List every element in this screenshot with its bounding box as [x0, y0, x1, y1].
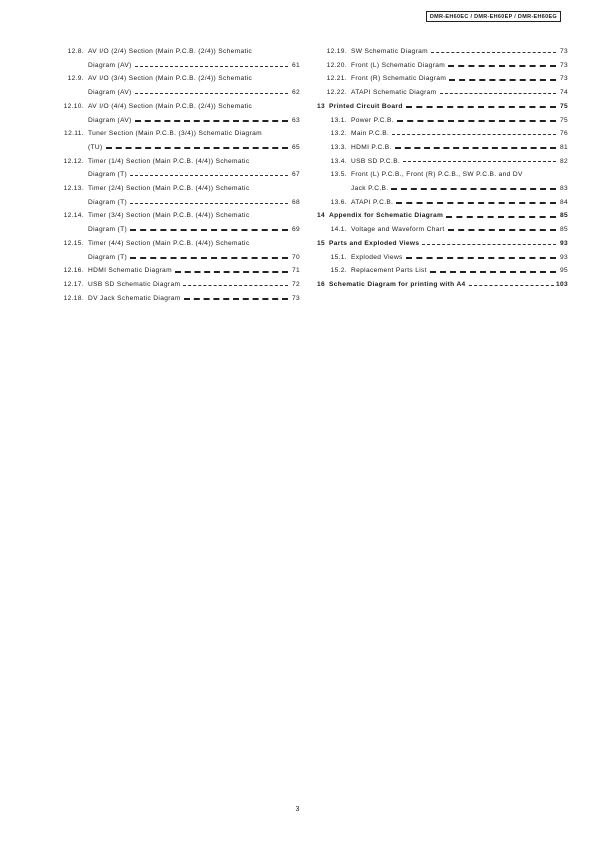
toc-page-number: 85 [559, 226, 568, 234]
toc-entry-title: AV I/O (3/4) Section (Main P.C.B. (2/4)) Schematic [88, 75, 253, 83]
toc-entry-title: Front (L) Schematic Diagram [351, 61, 446, 69]
dot-leader [469, 285, 554, 286]
toc-entry[interactable] [57, 237, 300, 264]
toc-entry-number: 14 [317, 212, 326, 220]
toc-page-number: 93 [559, 253, 568, 261]
toc-entry-number: 12.22. [326, 89, 347, 97]
toc-entry-title: (TU) [88, 143, 103, 151]
toc-entry-title: Diagram (AV) [88, 89, 132, 97]
toc-entry-title: HDMI Schematic Diagram [88, 267, 172, 275]
toc-entry-title: Printed Circuit Board [329, 102, 403, 110]
toc-entry[interactable] [57, 292, 300, 306]
toc-entry-line [317, 264, 568, 278]
toc-page-number: 71 [291, 267, 300, 275]
toc-section-entry[interactable] [317, 209, 568, 223]
toc-entry-title: Parts and Exploded Views [329, 239, 420, 247]
dot-leader [448, 65, 556, 67]
toc-entry-line [317, 45, 568, 59]
toc-entry-title: AV I/O (2/4) Section (Main P.C.B. (2/4)) Schematic [88, 48, 253, 55]
toc-page-number: 72 [291, 280, 300, 288]
toc-page-number: 68 [291, 198, 300, 206]
dot-leader [130, 175, 288, 176]
dot-leader [446, 216, 556, 218]
toc-entry[interactable] [317, 127, 568, 141]
dot-leader [397, 120, 556, 122]
dot-leader [130, 257, 288, 259]
toc-page-number: 65 [291, 143, 300, 151]
toc-entry[interactable] [317, 196, 568, 210]
toc-entry[interactable] [57, 182, 300, 209]
toc-entry[interactable] [57, 155, 300, 182]
toc-entry-line [57, 114, 300, 128]
toc-entry-number: 13.6. [330, 198, 347, 206]
dot-leader [430, 271, 556, 273]
toc-section-entry[interactable] [317, 278, 568, 292]
toc-entry-line [57, 278, 300, 292]
toc-entry-number: 13.3. [330, 143, 347, 151]
toc-entry-number: 13.2. [330, 130, 347, 138]
toc-page-number: 81 [559, 143, 568, 151]
toc-page-number: 93 [559, 239, 568, 247]
toc-entry-line [57, 72, 300, 86]
toc-page-number: 73 [559, 75, 568, 83]
toc-entry-number: 15.2. [330, 267, 347, 275]
dot-leader [106, 147, 288, 149]
toc-entry-line [317, 86, 568, 100]
toc-entry-line [317, 182, 568, 196]
toc-entry-line [317, 196, 568, 210]
dot-leader [396, 202, 556, 204]
toc-page-number: 76 [559, 130, 568, 138]
toc-page-number: 73 [559, 61, 568, 69]
dot-leader [130, 229, 288, 231]
toc-entry-title: Front (R) Schematic Diagram [351, 75, 447, 83]
toc-page-number: 74 [559, 89, 568, 97]
toc-entry-title: Diagram (AV) [88, 61, 132, 69]
dot-leader [448, 229, 556, 231]
toc-entry-line [57, 59, 300, 73]
toc-entry-number: 12.16. [63, 267, 84, 275]
toc-entry[interactable] [317, 86, 568, 100]
toc-entry-line [57, 100, 300, 114]
toc-entry-number: 12.11. [64, 130, 84, 138]
toc-section-entry[interactable] [317, 237, 568, 251]
toc-entry-title: Diagram (T) [88, 171, 128, 179]
toc-entry-line [57, 251, 300, 265]
toc-entry[interactable] [57, 264, 300, 278]
toc-entry-title: Diagram (T) [88, 226, 128, 234]
toc-page-number: 83 [559, 185, 568, 193]
toc-page-number: 103 [555, 280, 568, 288]
toc-entry[interactable] [57, 72, 300, 99]
toc-entry-line [57, 168, 300, 182]
dot-leader [422, 244, 556, 245]
toc-page-number: 75 [559, 102, 568, 110]
toc-entry-line [57, 155, 300, 169]
toc-entry-title: Timer (4/4) Section (Main P.C.B. (4/4)) Schematic [88, 239, 250, 247]
toc-entry[interactable] [317, 141, 568, 155]
dot-leader [130, 203, 288, 204]
toc-entry-line [317, 72, 568, 86]
dot-leader [184, 298, 288, 300]
toc-page-number: 70 [291, 253, 300, 261]
toc-entry-number: 12.18. [63, 294, 84, 302]
toc-entry-title: Diagram (AV) [88, 116, 132, 124]
toc-page-number: 73 [291, 294, 300, 302]
toc-entry-title: Power P.C.B. [351, 116, 394, 124]
toc-entry-line [317, 100, 568, 114]
dot-leader [395, 147, 556, 149]
toc-entry-title: SW Schematic Diagram [351, 48, 428, 55]
toc-entry-number: 13.5. [330, 171, 347, 179]
toc-page-number: 61 [291, 61, 300, 69]
toc-entry-line [317, 209, 568, 223]
toc-entry-number: 15 [317, 239, 326, 247]
toc-entry-line [57, 264, 300, 278]
toc-entry-title: Timer (2/4) Section (Main P.C.B. (4/4)) Schematic [88, 185, 250, 193]
toc-entry[interactable] [317, 155, 568, 169]
toc-entry-title: ATAPI P.C.B. [351, 198, 394, 206]
toc-entry-title: AV I/O (4/4) Section (Main P.C.B. (2/4)) Schematic [88, 102, 253, 110]
toc-entry-title: Exploded Views [351, 253, 403, 261]
toc-entry-line [317, 223, 568, 237]
dot-leader [406, 106, 556, 108]
dot-leader [449, 79, 556, 81]
toc-entry[interactable] [57, 127, 300, 154]
toc-entry-line [317, 114, 568, 128]
toc-page-number: 62 [291, 89, 300, 97]
toc-entry-title: Diagram (T) [88, 253, 128, 261]
dot-leader [183, 285, 288, 286]
toc-entry-number: 13.4. [330, 157, 347, 165]
toc-entry[interactable] [317, 251, 568, 265]
toc-entry-line [57, 86, 300, 100]
toc-entry-line [57, 141, 300, 155]
toc-entry-number: 13.1. [330, 116, 347, 124]
toc-entry-number: 12.10. [63, 102, 84, 110]
toc-page-number: 82 [559, 157, 568, 165]
toc-entry-number: 13 [317, 102, 326, 110]
toc-entry-line [57, 237, 300, 251]
toc-entry-number: 12.12. [63, 157, 84, 165]
dot-leader [135, 120, 288, 122]
toc-entry-number: 14.1. [330, 226, 347, 234]
toc-entry-title: Main P.C.B. [351, 130, 390, 138]
dot-leader [431, 52, 556, 53]
toc-entry-title: Schematic Diagram for printing with A4 [329, 280, 466, 288]
toc-entry-line [57, 209, 300, 223]
toc-entry[interactable] [57, 209, 300, 236]
toc-entry[interactable] [317, 264, 568, 278]
toc-right-column [317, 45, 568, 292]
dot-leader [175, 271, 288, 273]
toc-page-number: 73 [559, 48, 568, 55]
toc-entry-line [317, 237, 568, 251]
toc-page-number: 85 [559, 212, 568, 220]
toc-entry-line [317, 155, 568, 169]
toc-entry-number: 16 [317, 280, 326, 288]
toc-entry-title: Replacement Parts List [351, 267, 427, 275]
dot-leader [135, 93, 288, 94]
toc-section-entry[interactable] [317, 100, 568, 114]
toc-entry-number: 12.13. [63, 185, 84, 193]
toc-entry-line [57, 127, 300, 141]
toc-entry-line [317, 59, 568, 73]
toc-entry-title: Timer (1/4) Section (Main P.C.B. (4/4)) Schematic [88, 157, 250, 165]
toc-entry-number: 12.9. [67, 75, 84, 83]
toc-entry[interactable] [317, 168, 568, 195]
dot-leader [391, 188, 556, 190]
toc-entry[interactable] [57, 45, 300, 72]
dot-leader [392, 134, 556, 135]
toc-entry-line [317, 251, 568, 265]
toc-entry-title: Jack P.C.B. [351, 185, 389, 193]
toc-page-number: 67 [291, 171, 300, 179]
toc-entry-line [317, 278, 568, 292]
toc-entry-number: 12.20. [326, 61, 347, 69]
toc-entry[interactable] [57, 100, 300, 127]
toc-entry[interactable] [317, 114, 568, 128]
toc-entry-title: Front (L) P.C.B., Front (R) P.C.B., SW P.C.B. and DV [351, 171, 523, 179]
toc-entry[interactable] [317, 72, 568, 86]
toc-entry-title: Diagram (T) [88, 198, 128, 206]
toc-left-column [57, 45, 300, 305]
toc-entry-number: 12.19. [326, 48, 347, 55]
toc-entry-title: Voltage and Waveform Chart [351, 226, 445, 234]
toc-page-number: 95 [559, 267, 568, 275]
dot-leader [135, 66, 288, 67]
toc-entry-line [317, 168, 568, 182]
toc-entry-title: Timer (3/4) Section (Main P.C.B. (4/4)) Schematic [88, 212, 250, 220]
toc-page-number: 84 [559, 198, 568, 206]
toc-entry[interactable] [317, 223, 568, 237]
toc-entry-title: DV Jack Schematic Diagram [88, 294, 181, 302]
toc-entry-number: 15.1. [330, 253, 347, 261]
toc-entry-line [317, 141, 568, 155]
model-label: DMR-EH60EC / DMR-EH60EP / DMR-EH60EG [426, 11, 561, 22]
toc-entry-number: 12.17. [63, 280, 84, 288]
toc-entry-title: USB SD P.C.B. [351, 157, 401, 165]
dot-leader [403, 161, 556, 162]
toc-entry-line [57, 182, 300, 196]
toc-entry-number: 12.8. [67, 48, 84, 55]
toc-entry-title: HDMI P.C.B. [351, 143, 392, 151]
page-number: 3 [295, 806, 300, 813]
toc-entry-number: 12.15. [63, 239, 84, 247]
toc-entry-title: Appendix for Schematic Diagram [329, 212, 444, 220]
toc-entry-number: 12.21. [326, 75, 347, 83]
toc-entry-line [57, 196, 300, 210]
dot-leader [440, 93, 557, 94]
toc-entry-line [317, 127, 568, 141]
toc-page-number: 75 [559, 116, 568, 124]
toc-page-number: 63 [291, 116, 300, 124]
toc-entry-line [57, 45, 300, 59]
toc-page-number: 69 [291, 226, 300, 234]
toc-entry[interactable] [317, 59, 568, 73]
dot-leader [406, 257, 556, 259]
toc-entry-number: 12.14. [63, 212, 84, 220]
toc-entry-title: Tuner Section (Main P.C.B. (3/4)) Schematic Diagram [88, 130, 262, 138]
toc-entry-title: USB SD Schematic Diagram [88, 280, 181, 288]
toc-entry[interactable] [57, 278, 300, 292]
toc-entry[interactable] [317, 45, 568, 59]
toc-entry-line [57, 223, 300, 237]
toc-entry-title: ATAPI Schematic Diagram [351, 89, 437, 97]
toc-entry-line [57, 292, 300, 306]
